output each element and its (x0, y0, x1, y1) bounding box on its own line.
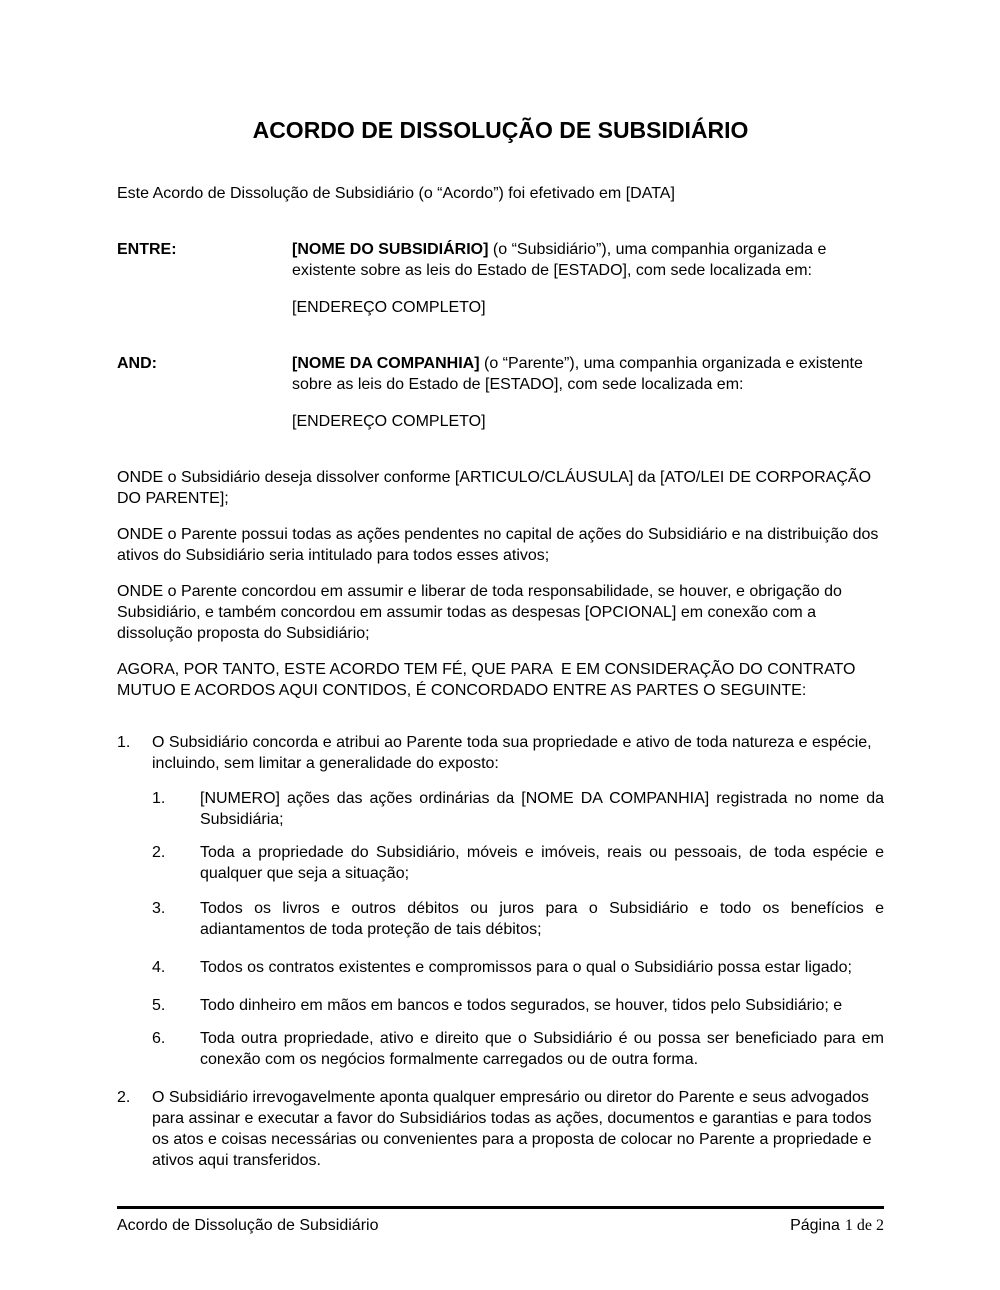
party-description: (o “Parente”), uma companhia organizada e existente sobre as leis do Estado de [ESTADO], com sede localizada em: (292, 355, 863, 393)
recital-paragraph: ONDE o Parente possui todas as ações pendentes no capital de ações do Subsidiário e na distribuição dos ativos do Subsidiário seria intitulado para todos esses ativos; (117, 526, 883, 564)
page-number-label: Página (790, 1217, 840, 1234)
subclause-text: Todos os livros e outros débitos ou juros para o Subsidiário e todo os benefícios e adiantamentos de toda proteção de tais débitos; (200, 900, 884, 938)
subclause-1-5 (152, 995, 884, 1016)
subclause-number: 6. (152, 1030, 166, 1047)
subclause-1-2 (152, 842, 884, 884)
subclause-number: 4. (152, 959, 166, 976)
recital-paragraph: ONDE o Subsidiário deseja dissolver conforme [ARTICULO/CLÁUSULA] da [ATO/LEI DE CORPORAÇÃO DO PARENTE]; (117, 469, 876, 507)
subclause-text: Todos os contratos existentes e compromissos para o qual o Subsidiário possa estar ligado; (200, 959, 852, 976)
subclause-number: 2. (152, 844, 166, 861)
clause-text: O Subsidiário irrevogavelmente aponta qualquer empresário ou diretor do Parente e seus advogados para assinar e executar a favor do Subsidiários todas as ações, documentos e garantias e para todos os atos e coisas necessárias ou convenientes para a proposta de colocar no Parente a propriedade e ativos aqui transferidos. (152, 1089, 872, 1169)
clause-1 (117, 732, 884, 774)
subclause-number: 3. (152, 900, 166, 917)
clause-number: 2. (117, 1089, 131, 1106)
party-name-placeholder: [NOME DA COMPANHIA] (292, 355, 480, 372)
intro-paragraph: Este Acordo de Dissolução de Subsidiário (o “Acordo”) foi efetivado em [DATA] (117, 185, 675, 202)
party-name-placeholder: [NOME DO SUBSIDIÁRIO] (292, 241, 489, 258)
subclause-1-4 (152, 957, 884, 978)
subclause-number: 5. (152, 997, 166, 1014)
party-block-entre (117, 239, 884, 318)
party-block-and (117, 353, 884, 432)
subclause-1-3 (152, 898, 884, 940)
subclause-text: Toda a propriedade do Subsidiário, móveis e imóveis, reais ou pessoais, de toda espécie e qualquer que seja a situação; (200, 844, 884, 882)
party-address-and: [ENDEREÇO COMPLETO] (292, 413, 486, 430)
document-content (117, 0, 884, 1171)
clause-number: 1. (117, 734, 131, 751)
party-description: (o “Subsidiário”), uma companhia organizada e existente sobre as leis do Estado de [ESTADO], com sede localizada em: (292, 241, 827, 279)
party-body-entre (292, 239, 884, 318)
subclause-1-6 (152, 1028, 884, 1070)
subclause-text: Toda outra propriedade, ativo e direito que o Subsidiário é ou possa ser beneficiado para em conexão com os negócios formalmente carregados ou de outra forma. (200, 1030, 884, 1068)
subclause-number: 1. (152, 790, 166, 807)
subclause-text: Todo dinheiro em mãos em bancos e todos segurados, se houver, tidos pelo Subsidiário; e (200, 997, 843, 1014)
footer-document-title: Acordo de Dissolução de Subsidiário (117, 1217, 379, 1234)
clause-text: O Subsidiário concorda e atribui ao Parente toda sua propriedade e ativo de toda natureza e espécie, incluindo, sem limitar a generalidade do exposto: (152, 734, 872, 772)
page-number (790, 1215, 884, 1236)
party-label-entre: ENTRE: (117, 241, 177, 258)
page-number-value: 1 de 2 (844, 1217, 884, 1234)
party-body-and (292, 353, 884, 432)
subclause-1-1 (152, 788, 884, 830)
party-text-entre (292, 239, 884, 281)
recital-paragraph: AGORA, POR TANTO, ESTE ACORDO TEM FÉ, QUE PARA E EM CONSIDERAÇÃO DO CONTRATO MUTUO E ACORDOS AQUI CONTIDOS, É CONCORDADO ENTRE AS PARTES O SEGUINTE: (117, 661, 860, 699)
page-footer (117, 1206, 884, 1236)
party-label-and: AND: (117, 355, 157, 372)
document-title: ACORDO DE DISSOLUÇÃO DE SUBSIDIÁRIO (252, 117, 749, 143)
recital-paragraph: ONDE o Parente concordou em assumir e liberar de toda responsabilidade, se houver, e obrigação do Subsidiário, e também concordou em assumir todas as despesas [OPCIONAL] em conexão com a dissolução proposta do Subsidiário; (117, 583, 847, 642)
party-address-entre: [ENDEREÇO COMPLETO] (292, 299, 486, 316)
subclause-text: [NUMERO] ações das ações ordinárias da [NOME DA COMPANHIA] registrada no nome da Subsidiária; (200, 790, 884, 828)
clause-2 (117, 1087, 884, 1171)
party-text-and (292, 353, 884, 395)
